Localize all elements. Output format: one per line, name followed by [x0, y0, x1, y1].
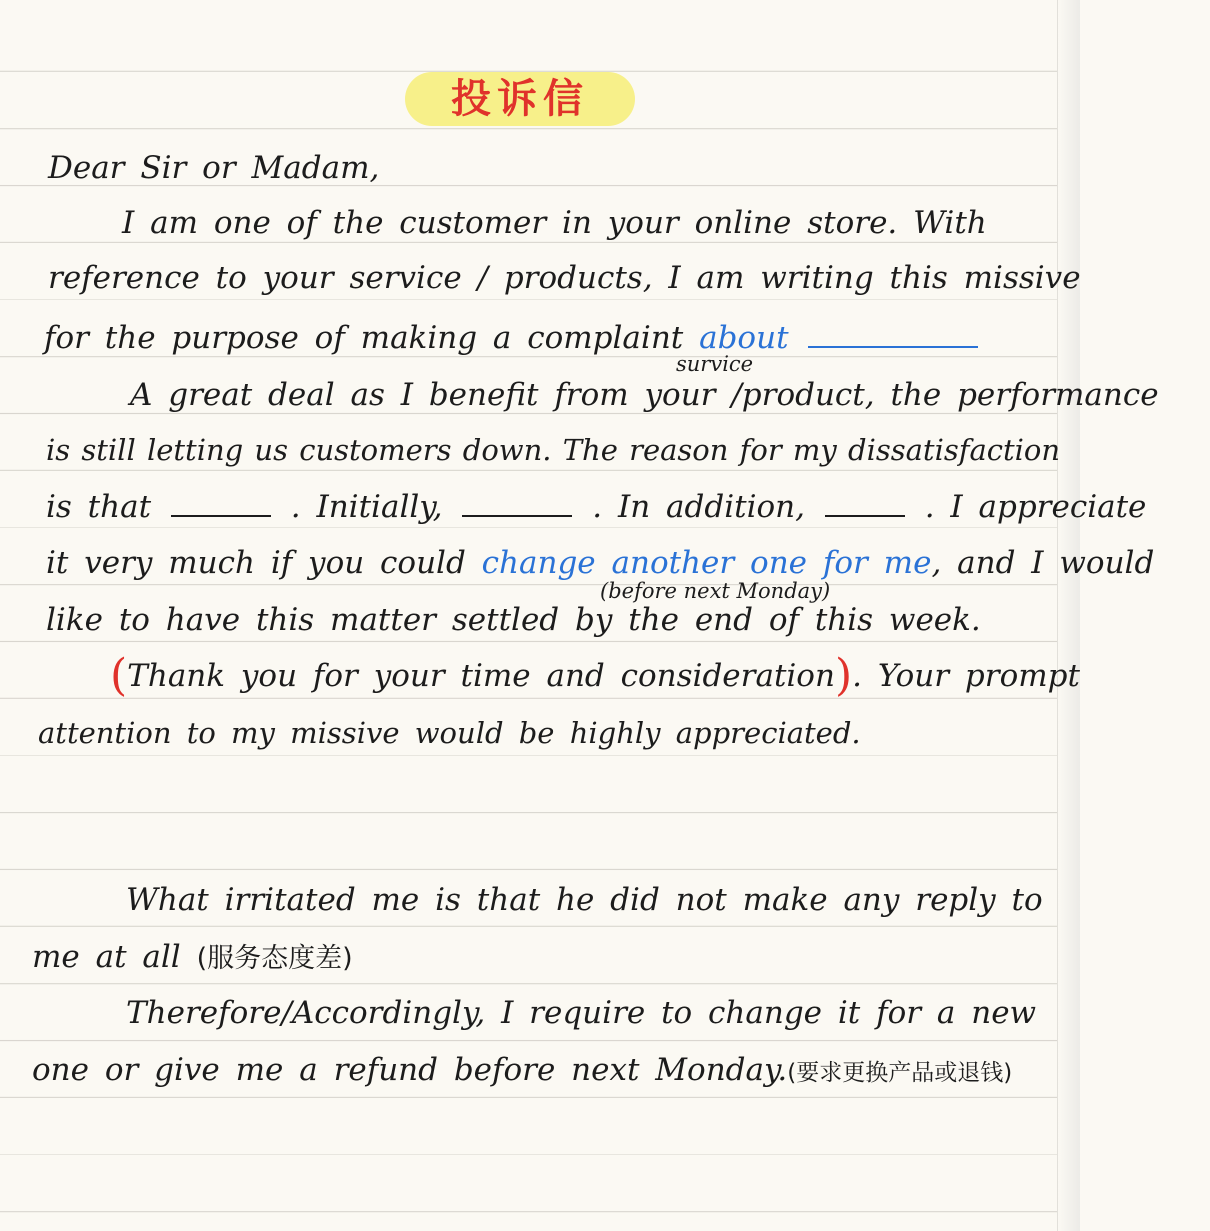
p3-line-2: attention to my missive would be highly appreciated. — [38, 716, 861, 750]
salutation: Dear Sir or Madam, — [48, 150, 380, 186]
blank-3 — [825, 497, 905, 517]
extra-2-line-1: Therefore/Accordingly, I require to change it for a new — [126, 995, 1037, 1031]
p1-line-2: reference to your service / products, I am writing this missive — [48, 260, 1081, 296]
p2-line-4-a: it very much if you could — [46, 545, 466, 581]
p2-line-2: is still letting us customers down. The reason for my dissatisfaction — [46, 433, 1061, 467]
p3-line-1-rest: . Your prompt — [852, 658, 1080, 694]
p2-line-4 — [46, 543, 1155, 583]
service-attitude-note: (服务态度差) — [196, 943, 353, 974]
extra-1-line-2 — [32, 937, 1112, 979]
extra-2-line-2-text: one or give me a refund before next Monday. — [32, 1052, 788, 1088]
p2-line-3-d: . I appreciate — [924, 489, 1147, 525]
insert-survice: survice — [676, 352, 754, 376]
note-before-monday: (before next Monday) — [600, 579, 831, 603]
page-title: 投诉信 — [451, 76, 589, 122]
p2-line-3-b: . Initially, — [290, 489, 443, 525]
red-open-paren: ( — [110, 650, 128, 701]
p1-line-3 — [44, 318, 1124, 358]
extra-1-line-1: What irritated me is that he did not make any reply to — [126, 882, 1043, 918]
refund-request-note: (要求更换产品或退钱) — [787, 1060, 1013, 1086]
p1-line-3-text: for the purpose of making a complaint — [44, 320, 684, 356]
blank-2 — [462, 497, 572, 517]
p2-line-3-a: is that — [46, 489, 152, 525]
p1-line-1: I am one of the customer in your online store. With — [122, 205, 987, 241]
change-another-phrase: change another one for me — [481, 545, 932, 581]
p2-line-4-b: , and I would — [931, 545, 1155, 581]
extra-1-line-2-text: me at all — [32, 939, 181, 975]
about-word: about — [699, 320, 789, 356]
p2-line-1: A great deal as I benefit from your /product, the performance — [130, 377, 1159, 413]
blank-1 — [171, 497, 271, 517]
blank-about — [808, 328, 978, 348]
extra-2-line-2 — [32, 1050, 1112, 1093]
p3-line-1 — [110, 650, 1190, 701]
p2-line-3 — [46, 487, 1147, 527]
p2-line-5: like to have this matter settled by the end of this week. — [46, 602, 981, 638]
red-close-paren: ) — [834, 650, 853, 701]
p2-line-3-c: . In addition, — [592, 489, 805, 525]
thanks-sentence: Thank you for your time and consideration — [127, 658, 835, 694]
